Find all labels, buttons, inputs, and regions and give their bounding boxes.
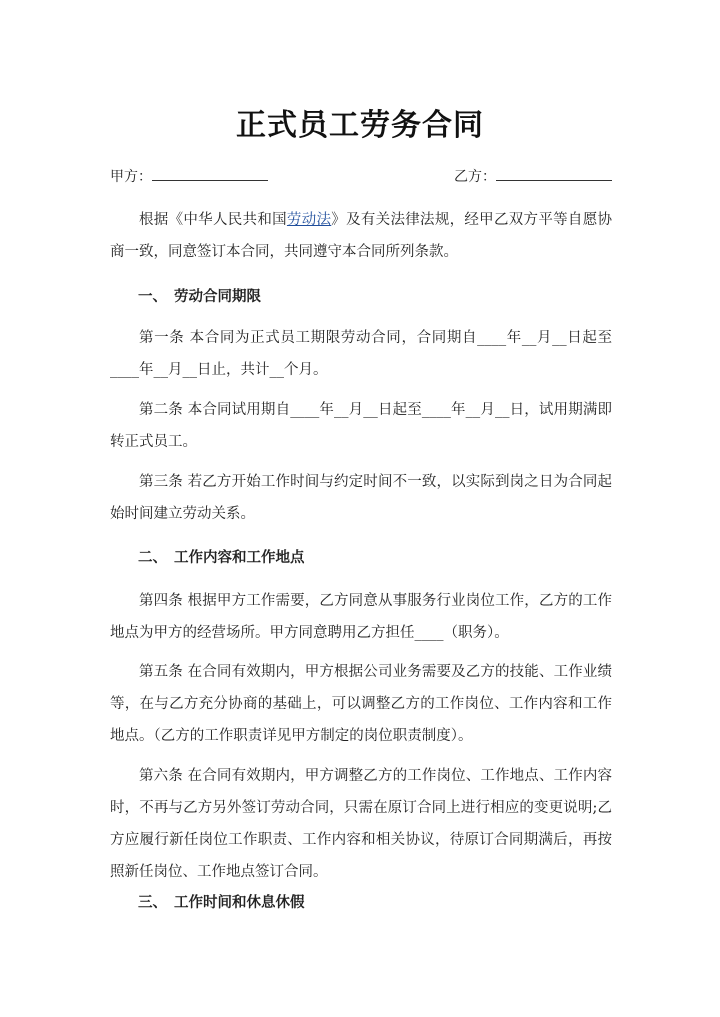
intro-text-1: 根据《中华人民共和国 <box>139 212 287 228</box>
party-b-blank <box>496 168 612 181</box>
article-2: 第二条 本合同试用期自____年__月__日起至____年__月__日，试用期满即转正式员工。 <box>110 402 612 450</box>
section-title: 工作时间和休息休假 <box>174 895 305 911</box>
article-3: 第三条 若乙方开始工作时间与约定时间不一致，以实际到岗之日为合同起始时间建立劳动关系。 <box>110 474 612 522</box>
section-heading-1 <box>138 285 261 306</box>
labor-law-link[interactable]: 劳动法 <box>286 212 332 228</box>
section-title: 劳动合同期限 <box>174 289 261 305</box>
section-number: 三、 <box>138 895 167 911</box>
party-a-blank <box>152 168 268 181</box>
section-number: 二、 <box>138 550 167 566</box>
article-4: 第四条 根据甲方工作需要，乙方同意从事服务行业岗位工作，乙方的工作地点为甲方的经营场所。甲方同意聘用乙方担任____（职务）。 <box>110 593 612 641</box>
intro-paragraph <box>110 204 612 268</box>
article-5: 第五条 在合同有效期内，甲方根据公司业务需要及乙方的技能、工作业绩等，在与乙方充分协商的基础上，可以调整乙方的工作岗位、工作内容和工作地点。（乙方的工作职责详见甲方制定的岗位职责制度）。 <box>110 664 612 744</box>
section-title: 工作内容和工作地点 <box>174 550 305 566</box>
document-title: 正式员工劳务合同 <box>236 108 484 143</box>
party-b-line <box>454 166 612 186</box>
party-a-label: 甲方： <box>110 169 152 185</box>
intro-text-2: 》及有关法律法规，经甲乙双方平等自愿协商一致，同意签订本合同，共同遵守本合同所列条款。 <box>110 212 613 260</box>
section-heading-3 <box>138 891 305 912</box>
section-number: 一、 <box>138 289 167 305</box>
party-a-line <box>110 166 268 186</box>
article-1: 第一条 本合同为正式员工期限劳动合同，合同期自____年__月__日起至____年__月__日止，共计__个月。 <box>110 330 612 378</box>
article-6: 第六条 在合同有效期内，甲方调整乙方的工作岗位、工作地点、工作内容时，不再与乙方另外签订劳动合同，只需在原订合同上进行相应的变更说明;乙方应履行新任岗位工作职责、工作内容和相关协议，待原订合同期满后，再按照新任岗位、工作地点签订合同。 <box>110 768 612 880</box>
party-b-label: 乙方： <box>454 169 496 185</box>
section-heading-2 <box>138 546 305 567</box>
